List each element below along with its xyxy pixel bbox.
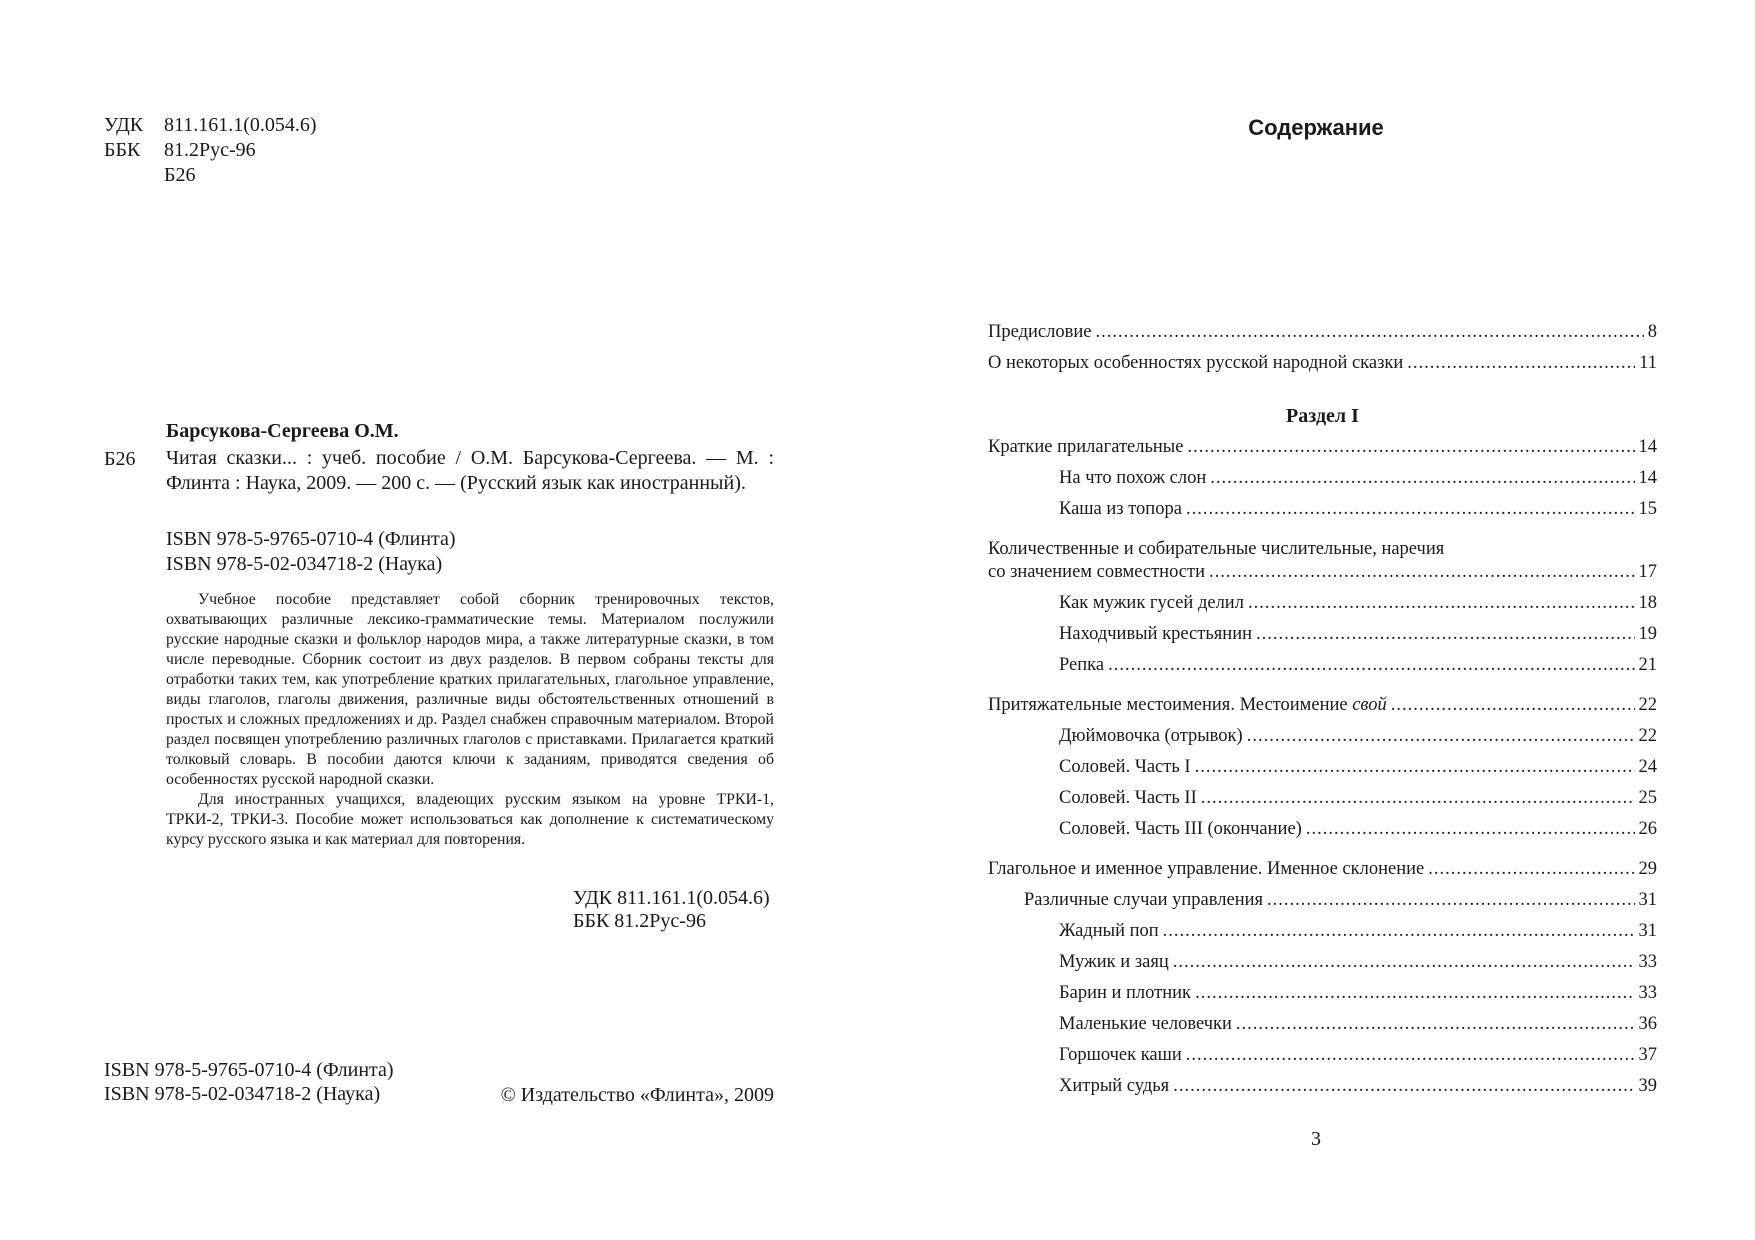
toc-entry[interactable] [988,983,1657,1014]
table-of-contents [988,322,1657,1107]
toc-leader [1209,562,1635,583]
bibliographic-record: Читая сказки... : учеб. пособие / О.М. Барсукова-Сергеева. — М. : Флинта : Наука, 2009. — 200 с. — (Русский язык как иностранный). [166,447,774,494]
group-gap [988,530,1657,539]
toc-entry[interactable] [988,819,1657,850]
toc-leader [1108,655,1634,676]
isbn-line: ISBN 978-5-9765-0710-4 (Флинта) [166,528,456,550]
toc-leader [1186,499,1635,520]
imprint-page [0,0,877,1240]
isbn-line: ISBN 978-5-02-034718-2 (Наука) [104,1083,381,1105]
copyright-notice: © Издательство «Флинта», 2009 [500,1084,774,1106]
toc-entry-page: 36 [1638,1014,1657,1034]
catalog-code: Б26 [104,448,136,470]
toc-entry-title: Жадный поп [1059,921,1159,941]
toc-leader [1407,353,1635,374]
toc-entry-title: Горшочек каши [1059,1045,1182,1065]
author-sign-key [104,163,164,188]
toc-leader [1095,322,1643,343]
toc-entry[interactable] [988,655,1657,686]
toc-entry-title-italic: свой [1352,695,1387,715]
toc-entry-title: Дюймовочка (отрывок) [1059,726,1243,746]
toc-leader [1256,624,1635,645]
toc-entry-title: Соловей. Часть I [1059,757,1191,777]
toc-leader [1163,921,1635,942]
toc-entry-title: Мужик и заяц [1059,952,1169,972]
toc-entry-page: 24 [1638,757,1657,777]
toc-leader [1247,726,1635,747]
bbk-key: ББК [104,139,141,161]
toc-entry[interactable] [988,1014,1657,1045]
toc-entry-page: 17 [1638,562,1657,582]
contents-page [877,0,1755,1240]
toc-entry-title: Барин и плотник [1059,983,1192,1003]
bbk-row [104,138,317,163]
bbk-value: 81.2Рус-96 [164,139,256,161]
toc-leader [1195,983,1634,1004]
toc-entry[interactable] [988,890,1657,921]
toc-leader [1210,468,1634,489]
toc-entry-title: Находчивый крестьянин [1059,624,1252,644]
udc-value: 811.161.1(0.054.6) [164,114,317,136]
toc-entry-page: 11 [1639,353,1657,373]
toc-entry[interactable] [988,1076,1657,1107]
udc-key: УДК [104,114,144,136]
toc-entry[interactable] [988,1045,1657,1076]
toc-entry[interactable] [988,921,1657,952]
toc-leader [1428,859,1634,880]
abstract [166,590,774,850]
udc-block-bottom [573,887,770,933]
toc-entry-page: 39 [1638,1076,1657,1096]
toc-entry[interactable] [988,322,1657,353]
toc-entry-page: 31 [1638,890,1657,910]
toc-entry-title: На что похож слон [1059,468,1207,488]
group-gap [988,686,1657,695]
toc-entry-title: Глагольное и именное управление. Именное склонение [988,859,1425,879]
toc-entry-page: 29 [1638,859,1657,879]
toc-entry-page: 37 [1638,1045,1657,1065]
toc-entry[interactable] [988,499,1657,530]
section-heading: Раздел I [1286,405,1359,427]
toc-leader [1201,788,1635,809]
isbn-block-top [166,527,456,577]
toc-entry-page: 19 [1638,624,1657,644]
bbk-line: ББК 81.2Рус-96 [573,910,706,932]
toc-entry[interactable] [988,539,1657,593]
toc-entry-page: 8 [1647,322,1657,342]
toc-entry[interactable] [988,624,1657,655]
toc-entry[interactable] [988,859,1657,890]
toc-entry[interactable] [988,788,1657,819]
toc-entry[interactable] [988,695,1657,726]
toc-entry-title: Соловей. Часть III (окончание) [1059,819,1302,839]
toc-entry-title-main: Притяжательные местоимения. Местоимение [988,695,1348,715]
toc-leader [1306,819,1635,840]
toc-entry-title: Различные случаи управления [1024,890,1264,910]
toc-leader [1248,593,1635,614]
author-sign-row [104,163,317,188]
udc-line: УДК 811.161.1(0.054.6) [573,887,770,909]
toc-entry-title [988,695,1387,716]
toc-entry-page: 22 [1638,726,1657,746]
toc-entry-title: Краткие прилагательные [988,437,1184,457]
abstract-paragraph: Для иностранных учащихся, владеющих русским языком на уровне ТРКИ-1, ТРКИ-2, ТРКИ-3. Пособие может использоваться как дополнение к систематическому курсу русского языка и как материал для повторения. [166,791,774,848]
toc-entry-page: 18 [1638,593,1657,613]
toc-entry[interactable] [988,353,1657,384]
toc-entry[interactable] [988,726,1657,757]
toc-entry[interactable] [988,757,1657,788]
toc-leader [1267,890,1634,911]
udc-block-top [104,113,317,188]
toc-entry-page: 33 [1638,952,1657,972]
isbn-block-bottom [104,1058,394,1106]
toc-entry-title: Соловей. Часть II [1059,788,1197,808]
toc-entry-title: Предисловие [988,322,1092,342]
toc-entry-line2 [988,562,1657,593]
toc-entry-title: Маленькие человечки [1059,1014,1232,1034]
toc-entry-title-cont: со значением совместности [988,562,1205,582]
toc-leader [1173,952,1635,973]
toc-entry-page: 14 [1638,437,1657,457]
toc-entry-page: 15 [1638,499,1657,519]
toc-entry[interactable] [988,952,1657,983]
isbn-line: ISBN 978-5-02-034718-2 (Наука) [166,553,443,575]
isbn-line: ISBN 978-5-9765-0710-4 (Флинта) [104,1059,394,1081]
toc-entry[interactable] [988,437,1657,468]
toc-entry[interactable] [988,593,1657,624]
toc-entry-title: Как мужик гусей делил [1059,593,1244,613]
toc-entry-title: Репка [1059,655,1105,675]
group-gap [988,850,1657,859]
toc-entry-title: О некоторых особенностях русской народной сказки [988,353,1404,373]
toc-entry[interactable] [988,468,1657,499]
toc-leader [1187,437,1634,458]
toc-leader [1236,1014,1635,1035]
toc-entry-page: 33 [1638,983,1657,1003]
udc-row [104,113,317,138]
toc-leader [1195,757,1635,778]
toc-entry-page: 26 [1638,819,1657,839]
contents-title: Содержание [1248,115,1384,140]
toc-entry-page: 25 [1638,788,1657,808]
author-sign-value: Б26 [164,164,196,186]
toc-entry-title: Каша из топора [1059,499,1182,519]
toc-leader [1391,695,1635,716]
toc-leader [1173,1076,1634,1097]
page-number: 3 [1311,1128,1321,1150]
toc-entry-page: 21 [1638,655,1657,675]
abstract-paragraph: Учебное пособие представляет собой сборник тренировочных текстов, охватывающих различные лексико-грамматические темы. Материалом послужили русские народные сказки и фольклор народов мира, а также литературные сказки, в том числе переводные. Сборник состоит из двух разделов. В первом собраны тексты для отработки таких тем, как употребление кратких прилагательных, глагольное управление, виды глаголов, глаголы движения, различные виды обстоятельственных отношений в простых и сложных предложениях и др. Раздел снабжен справочным материалом. Второй раздел посвящен употреблению различных глаголов с приставками. Прилагается краткий толковый словарь. В пособии даются ключи к заданиям, приводятся сведения об особенностях русской народной сказки. [166,591,774,788]
toc-entry-page: 31 [1638,921,1657,941]
toc-entry-title: Хитрый судья [1059,1076,1170,1096]
toc-entry-page: 22 [1638,695,1657,715]
author-name: Барсукова-Сергеева О.М. [166,420,399,442]
toc-leader [1186,1045,1635,1066]
toc-entry-title: Количественные и собирательные числительные, наречия [988,539,1445,559]
toc-entry-page: 14 [1638,468,1657,488]
